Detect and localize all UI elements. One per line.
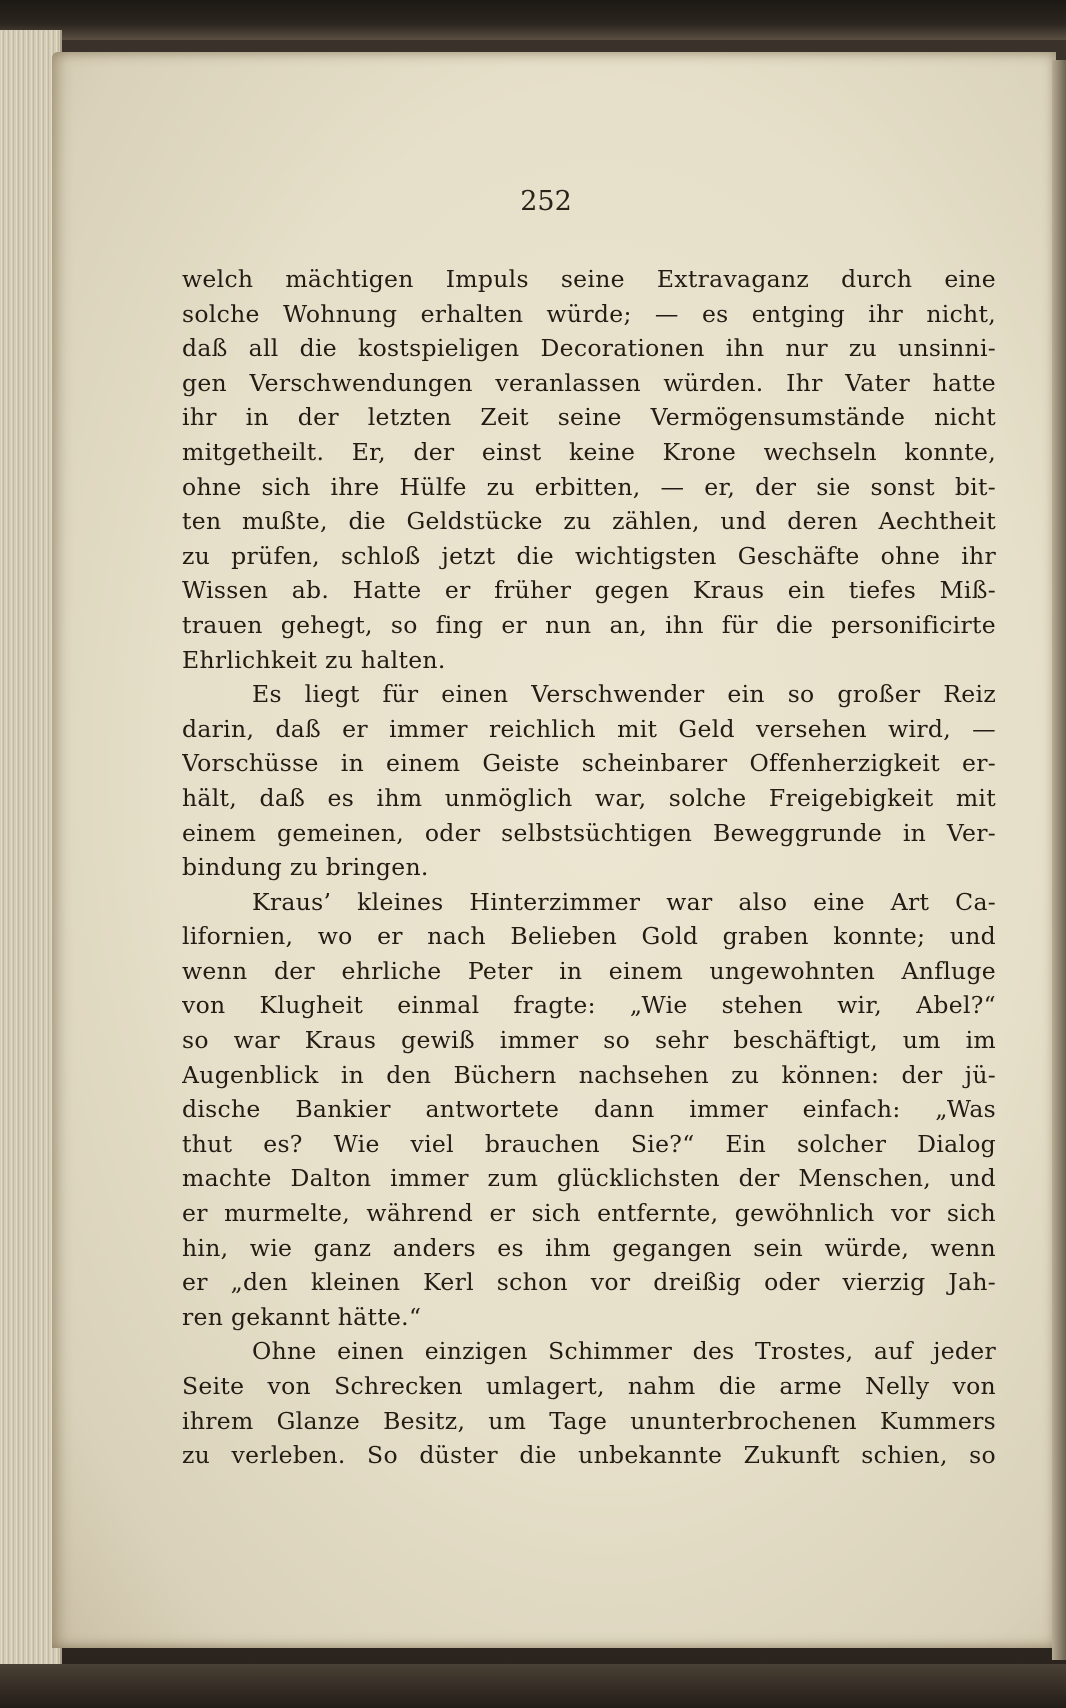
text-line: von Klugheit einmal fragte: „Wie stehen wir, Abel?“ <box>182 991 996 1020</box>
text-line: er „den kleinen Kerl schon vor dreißig oder vierzig Jah- <box>182 1268 996 1297</box>
text-line: so war Kraus gewiß immer so sehr beschäftigt, um im <box>182 1026 996 1055</box>
text-line: bindung zu bringen. <box>182 853 429 882</box>
text-line: Wissen ab. Hatte er früher gegen Kraus ein tiefes Miß- <box>182 576 996 605</box>
text-line: wenn der ehrliche Peter in einem ungewohnten Anfluge <box>182 956 996 985</box>
text-line: darin, daß er immer reichlich mit Geld versehen wird, — <box>182 714 996 743</box>
text-line: ten mußte, die Geldstücke zu zählen, und deren Aechtheit <box>182 507 996 536</box>
text-line: Augenblick in den Büchern nachsehen zu können: der jü- <box>182 1060 996 1089</box>
text-line: machte Dalton immer zum glücklichsten der Menschen, und <box>182 1164 996 1193</box>
book-binding-bottom <box>0 1664 1066 1708</box>
text-line: Seite von Schrecken umlagert, nahm die arme Nelly von <box>182 1372 996 1400</box>
text-line: ihr in der letzten Zeit seine Vermögensumstände nicht <box>182 403 996 432</box>
text-line: hin, wie ganz anders es ihm gegangen sein würde, wenn <box>182 1233 996 1262</box>
text-line: gen Verschwendungen veranlassen würden. Ihr Vater hatte <box>182 368 996 397</box>
text-line: Kraus’ kleines Hinterzimmer war also eine Art Ca- <box>252 887 996 916</box>
text-line: welch mächtigen Impuls seine Extravaganz durch eine <box>182 265 996 293</box>
book-binding-top <box>0 0 1066 40</box>
text-line: ohne sich ihre Hülfe zu erbitten, — er, der sie sonst bit- <box>182 472 996 501</box>
text-line: Ehrlichkeit zu halten. <box>182 645 446 674</box>
text-line: mitgetheilt. Er, der einst keine Krone wechseln konnte, <box>182 437 996 466</box>
text-line: zu prüfen, schloß jetzt die wichtigsten Geschäfte ohne ihr <box>182 541 996 570</box>
text-line: thut es? Wie viel brauchen Sie?“ Ein solcher Dialog <box>182 1129 996 1158</box>
text-line: Es liegt für einen Verschwender ein so großer Reiz <box>252 680 996 709</box>
text-line: Ohne einen einzigen Schimmer des Trostes, auf jeder <box>252 1337 996 1366</box>
text-line: hält, daß es ihm unmöglich war, solche Freigebigkeit mit <box>182 783 996 812</box>
text-line: dische Bankier antwortete dann immer einfach: „Was <box>182 1095 996 1124</box>
text-line: er murmelte, während er sich entfernte, gewöhnlich vor sich <box>182 1199 996 1228</box>
text-line: ihrem Glanze Besitz, um Tage ununterbrochenen Kummers <box>182 1406 996 1435</box>
text-line: trauen gehegt, so fing er nun an, ihn für die personificirte <box>182 610 996 639</box>
text-line: daß all die kostspieligen Decorationen ihn nur zu unsinni- <box>182 334 996 363</box>
text-line: einem gemeinen, oder selbstsüchtigen Beweggrunde in Ver- <box>182 818 996 847</box>
text-line: solche Wohnung erhalten würde; — es entging ihr nicht, <box>182 299 996 328</box>
text-line: ren gekannt hätte.“ <box>182 1302 422 1331</box>
body-text <box>182 262 996 1473</box>
text-line: Vorschüsse in einem Geiste scheinbarer Offenherzigkeit er- <box>182 749 996 778</box>
page-right-edge <box>1052 60 1066 1660</box>
page-number: 252 <box>520 186 572 217</box>
text-line: lifornien, wo er nach Belieben Gold graben konnte; und <box>182 922 996 951</box>
text-line: zu verleben. So düster die unbekannte Zukunft schien, so <box>182 1441 996 1470</box>
